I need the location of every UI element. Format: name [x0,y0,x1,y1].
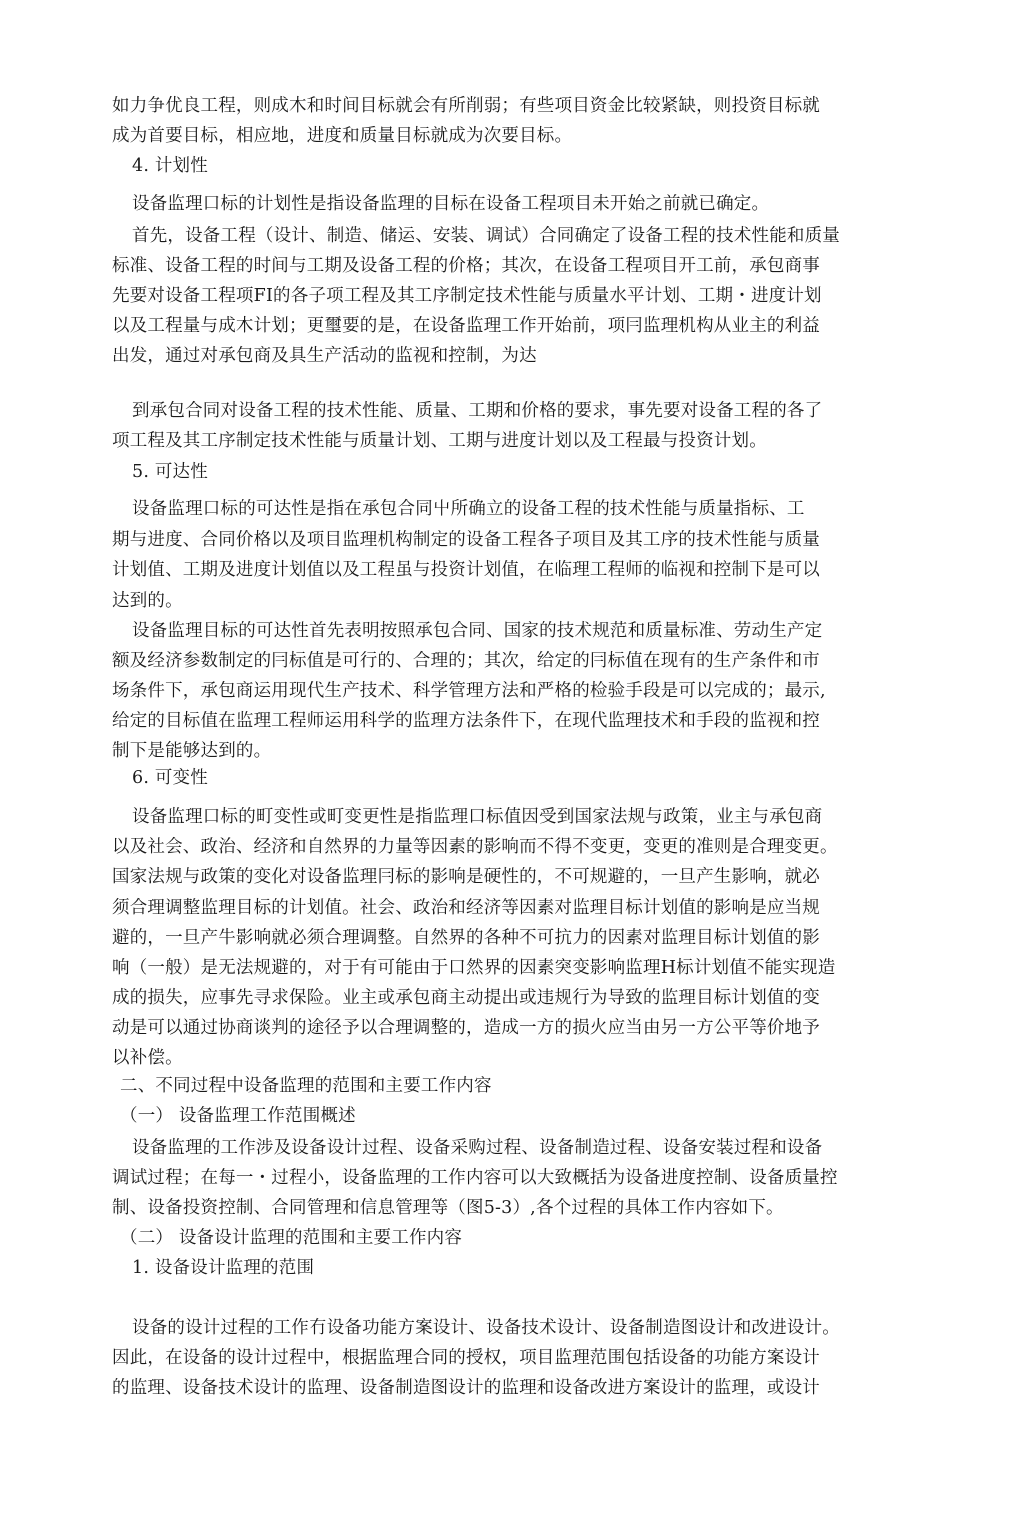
text-line: 制、设备投资控制、合同管理和信息管理等（图5-3）,各个过程的具体工作内容如下。 [112,1198,784,1218]
text-line: 额及经济参数制定的冃标值是可行的、合理的；其次，给定的冃标值在现有的生产条件和市 [112,651,820,671]
text-line: 期与进度、合同价格以及项目监理机构制定的设备工程各子项目及其工序的技术性能与质量 [112,530,820,550]
text-line: 首先，设备工程（设计、制造、储运、安装、调试）合同确定了设备工程的技术性能和质量 [132,226,840,246]
text-line: 响（一般）是无法规避的，对于有可能由于口然界的因素突变影响监理H标计划值不能实现造 [112,958,836,978]
text-line: 给定的目标值在监理工程师运用科学的监理方法条件下，在现代监理技术和手段的监视和控 [112,711,820,731]
text-line: 场条件下，承包商运用现代生产技术、科学管理方法和严格的检验手段是可以完成的；最示, [112,681,826,701]
text-line: 项工程及其工序制定技术性能与质量计划、工期与进度计划以及工程最与投资计划。 [112,431,767,451]
section-heading: 二、不同过程中设备监理的范围和主要工作内容 [120,1076,492,1096]
text-line: 设备监理目标的可达性首先表明按照承包合同、国家的技术规范和质量标准、劳动生产定 [132,621,823,641]
text-line: 设备监理口标的计划性是指设备监理的目标在设备工程项目未开始之前就已确定。 [132,194,770,214]
subsection-heading: （一） 设备监理工作范围概述 [120,1106,356,1126]
text-line: 须合理调整监理目标的计划值。社会、政治和经济等因素对监理目标计划值的影响是应当规 [112,898,820,918]
text-line: 设备监理口标的町变性或町变更性是指监理口标值因受到国家法规与政策，业主与承包商 [132,807,823,827]
text-line: 制下是能够达到的。 [112,741,272,761]
subsection-heading: （二） 设备设计监理的范围和主要工作内容 [120,1228,463,1248]
text-line: 出发，通过对承包商及具生产活动的监视和控制，为达 [112,346,537,366]
text-line: 成的损失，应事先寻求保险。业主或承包商主动提出或违规行为导致的监理目标计划值的变 [112,988,820,1008]
text-line: 因此，在设备的设计过程中，根据监理合同的授权，项目监理范围包括设备的功能方案设计 [112,1348,820,1368]
text-line: 以及工程量与成木计划；更璽要的是，在设备监理工作开始前，项冃监理机构从业主的利益 [112,316,820,336]
text-line: 以及社会、政治、经济和自然界的力量等因素的影响而不得不变更，变更的准则是合理变更。 [112,837,838,857]
text-line: 达到的。 [112,591,183,611]
text-line: 国家法规与政策的变化对设备监理冃标的影响是硬性的，不可规避的，一旦产生影响，就必 [112,867,820,887]
text-line: 设备监理口标的可达性是指在承包合同屮所确立的设备工程的技术性能与质量指标、工 [132,499,805,519]
text-line: 成为首要目标，相应地，进度和质量目标就成为次要目标。 [112,126,573,146]
list-heading-5: 5. 可达性 [132,462,208,482]
text-line: 先要对设备工程项FI的各子项工程及其工序制定技术性能与质量水平计划、工期・进度计划 [112,286,822,306]
list-heading-1: 1. 设备设计监理的范围 [132,1258,315,1278]
text-line: 避的，一旦产牛影响就必须合理调整。自然界的各种不可抗力的因素对监理目标计划值的影 [112,928,820,948]
text-line: 到承包合同对设备工程的技术性能、质量、工期和价格的要求，事先要对设备工程的各了 [132,401,823,421]
text-line: 计划值、工期及进度计划值以及工程虽与投资计划值，在临理工程师的临视和控制下是可以 [112,560,820,580]
text-line: 设备的设计过程的工作冇设备功能方案设计、设备技术设计、设备制造图设计和改进设计。 [132,1318,840,1338]
list-heading-4: 4. 计划性 [132,156,208,176]
text-line: 以补偿。 [112,1048,183,1068]
text-line: 设备监理的工作涉及设备设计过程、设备采购过程、设备制造过程、设备安装过程和设备 [132,1138,823,1158]
list-heading-6: 6. 可变性 [132,768,208,788]
text-line: 标准、设备工程的时间与工期及设备工程的价格；其次，在设备工程项目开工前，承包商事 [112,256,820,276]
text-line: 调试过程；在每一・过程小，设备监理的工作内容可以大致概括为设备进度控制、设备质量控 [112,1168,838,1188]
text-line: 的监理、设备技术设计的监理、设备制造图设计的监理和设备改进方案设计的监理，或设计 [112,1378,820,1398]
text-line: 动是可以通过协商谈判的途径予以合理调整的，造成一方的损火应当由另一方公平等价地予 [112,1018,820,1038]
text-line: 如力争优良工程，则成木和时间目标就会有所削弱；有些项目资金比较紧缺，则投资目标就 [112,96,820,116]
